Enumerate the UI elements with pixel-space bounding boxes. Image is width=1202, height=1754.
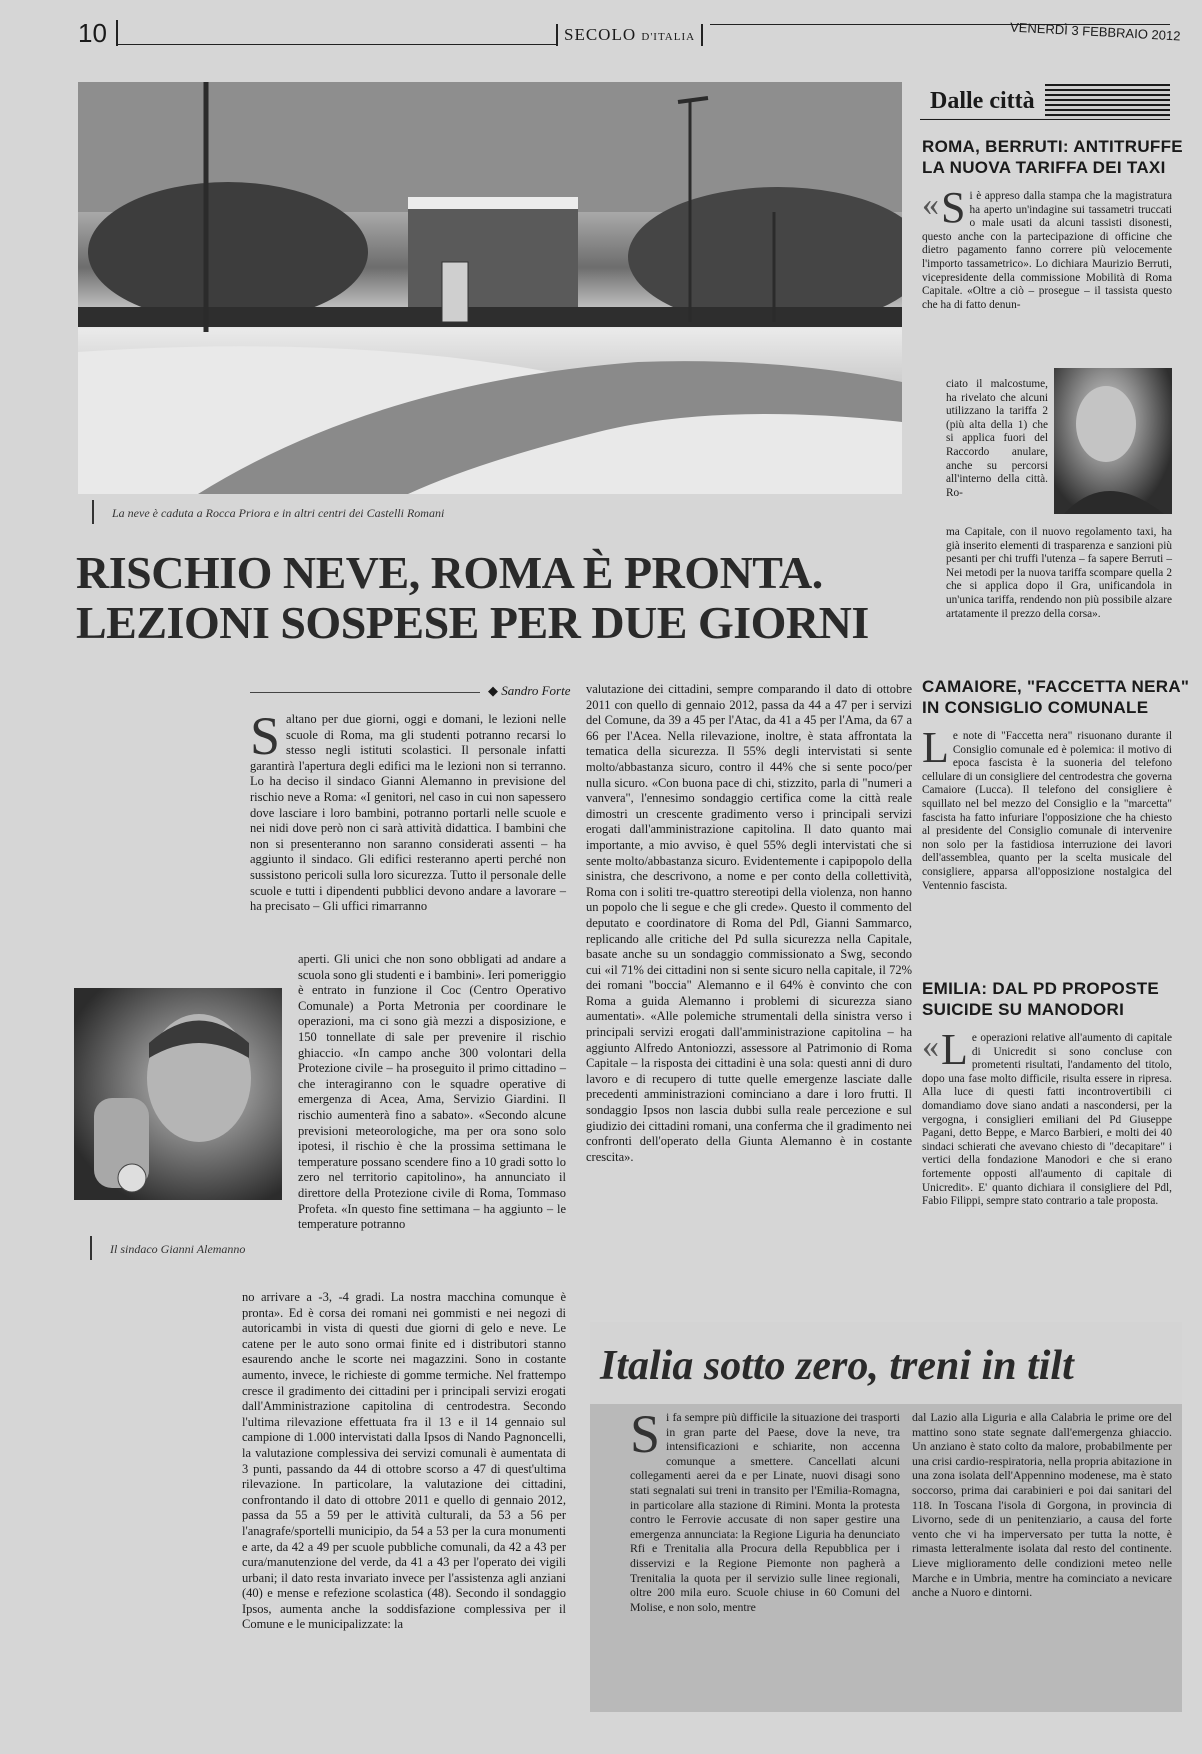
box-title: Italia sotto zero, treni in tilt xyxy=(600,1343,1074,1389)
caption-marker xyxy=(92,500,94,524)
berruti-portrait xyxy=(1054,368,1172,514)
masthead xyxy=(556,24,703,46)
snow-scene-illustration xyxy=(78,82,902,494)
sidebar-story3-text xyxy=(922,1025,1172,1209)
article-text-1: altano per due giorni, oggi e domani, le lezioni nelle scuole di Roma, ma gli studenti potranno recarsi lo stesso negli istituti scolastici. Il personale infatti garantirà l'apertura degli edifici ma le lezioni non si terranno. Lo ha deciso il sindaco Gianni Alemanno in previsione del rischio neve a Roma: «I genitori, nel caso in cui non sapessero dove lasciare i loro bambini, potranno portarli nelle scuole e nei nidi dove però non ci sarà attività didattica. I bambini che non si presenteranno non saranno considerati assenti – ha aggiunto il sindaco. Gli edifici resteranno aperti perché non sussistono pericoli sulla loro sicurezza. Tutto il personale delle scuole e tutti i dipendenti pubblici devono andare a lavorare – ha precisato – Gli uffici rimarranno xyxy=(250,712,566,914)
headline-line-2: LEZIONI SOSPESE PER DUE GIORNI xyxy=(76,597,869,648)
masthead-title: SECOLO xyxy=(564,25,637,44)
story3-text: e operazioni relative all'aumento di capitale di Unicredit si sono concluse con prometenti risultati, l'andamento del titolo, dopo una fase molto difficile, risulta essere in ripresa. Alla luce di questi fatti incontrovertibili ci domandiamo dove siano andati a nascondersi, per la vergogna, i consiglieri emiliani del Pd Giuseppe Pagani, detto Beppe, e Marco Barbieri, e molti dei 40 sindaci schierati che avevano chiesto di "decapitare" i vertici della fondazione Manodori e che si erano fortemente opposti all'aumento di capitale di Unicredit». E' quanto dichiara il consigliere del Pdl, Fabio Filippi, sempre stato contrario a tale proposta. xyxy=(922,1032,1172,1208)
issue-date: VENERDÌ 3 FEBBRAIO 2012 xyxy=(1009,19,1181,44)
page-number: 10 xyxy=(78,20,118,46)
story1-headline-line1: ROMA, BERRUTI: ANTITRUFFE xyxy=(922,137,1183,156)
story1-text-2: ciato il malcostume, ha rivelato che alcuni utilizzano la tariffa 2 (più alta della 1) che si applica fuori del Raccordo anulare, anche su percorsi all'interno della città. Ro- xyxy=(946,378,1048,499)
portrait-caption: Il sindaco Gianni Alemanno xyxy=(110,1242,246,1256)
story1-dropcap: S xyxy=(941,183,966,232)
box-text-1: i fa sempre più difficile la situazione dei trasporti in gran parte del Paese, dove la neve, tra intensificazioni e schiarite, non accenna comunque a smettere. Cancellati alcuni collegamenti aerei da e per Linate, nuovi disagi sono stati segnalati sui treni in transito per l'Emilia-Romagna, in particolare alla stazione di Rimini. Monta la protesta contro le Ferrovie accusate di non saper gestire una emergenza annunciata: la Regione Liguria ha denunciato Rfi e Trenitalia alla Procura della Repubblica per i disservizi e la Regione Piemonte non pagherà a Trenitalia la quota per il servizio sulle linee regionali, oltre 200 mila euro. Scuole chiuse in 60 Comuni del Molise, e non solo, mentre xyxy=(630,1410,900,1614)
sidebar-story3-headline xyxy=(922,978,1159,1020)
story3-quote-mark: « xyxy=(922,1028,939,1065)
sidebar-story2-text xyxy=(922,723,1172,893)
story2-text: e note di "Faccetta nera" risuonano durante il Consiglio comunale ed è polemica: il motivo di epoca fascista è la suoneria del telefono cellulare di un consigliere del centrodestra che governa Camaiore (Lucca). Il telefono del consigliere è squillato nel bel mezzo del Consiglio e la "marcetta" fascista ha fatto infuriare l'opposizione che ha chiesto al presidente del Consiglio comunale di intervenire non solo per la fastidiosa interruzione dei lavori dell'assemblea, quanto per la scelta musicale del consigliere, apparsa all'opposizione nostalgica del Ventennio fascista. xyxy=(922,730,1172,892)
article-col1-mid xyxy=(298,952,566,1233)
portrait-illustration xyxy=(74,988,282,1200)
article-col1-bottom xyxy=(242,1290,566,1633)
box-text-2: dal Lazio alla Liguria e alla Calabria le prime ore del mattino sono state segnate dall'emergenza ghiaccio. Un anziano è stato colto da malore, probabilmente per una crisi cardio-respiratoria, nella propria abitazione in una zona isolata dell'Appennino modenese, ma è stato soccorso, prima dai carabinieri e poi dai sanitari del 118. In Toscana l'isola di Gorgona, in provincia di Livorno, sede di un penitenziario, a causa del forte vento che vi ha imperversato per tutta la notte, è rimasta letteralmente isolata dal resto del continente. Lieve miglioramento delle condizioni meteo nelle Marche e in Umbria, mentre ha cominciato a nevicare anche a Nuoro e dintorni. xyxy=(912,1410,1172,1600)
alemanno-portrait xyxy=(74,988,282,1200)
story3-dropcap: L xyxy=(941,1025,968,1074)
masthead-subtitle: D'ITALIA xyxy=(641,31,696,43)
sidebar-section-banner xyxy=(920,84,1170,120)
story1-quote-mark: « xyxy=(922,186,939,223)
story1-headline-line2: LA NUOVA TARIFFA DEI TAXI xyxy=(922,158,1166,177)
sidebar-story1-headline xyxy=(922,136,1183,178)
sidebar-story1-text-top xyxy=(922,183,1172,312)
article-dropcap: S xyxy=(250,706,281,766)
box-story xyxy=(590,1322,1182,1712)
sidebar-story1-text-bottom xyxy=(946,526,1172,621)
berruti-illustration xyxy=(1054,368,1172,514)
article-col2 xyxy=(586,682,912,1165)
box-dropcap: S xyxy=(630,1404,661,1464)
story3-headline-line1: EMILIA: DAL PD PROPOSTE xyxy=(922,979,1160,998)
snow-photo xyxy=(78,82,902,494)
header-rule-left xyxy=(116,44,556,45)
sidebar-story1-text-mid xyxy=(946,378,1048,500)
byline: ◆ Sandro Forte xyxy=(488,683,571,698)
article-text-3: no arrivare a -3, -4 gradi. La nostra macchina comunque è pronta». Ed è corsa dei romani nei gommisti e nei negozi di autoricambi in vista di questi due giorni di gelo e neve. Le catene per le auto sono ormai finite ed i distributori stanno esaurendo anche le scorte nei magazzini. Sono in costante aumento, invece, le richieste di gomme termiche. Nel frattempo cresce il gradimento dei cittadini per i principali servizi erogati dall'Amministrazione capitolina di centrodestra. Secondo l'ultima rilevazione effettuata fra il 13 e il 14 gennaio sul campione di 1.000 intervistati dalla Ipsos di Nando Pagnoncelli, la valutazione complessiva dei servizi comunali è aumentata di 3 punti, passando da 44 di ottobre scorso a 47 di quest'ultima rilevazione. In particolare, la valutazione dei cittadini, confrontando il dato di ottobre 2011 e quello di gennaio 2012, passa da 55 a 59 per le attività culturali, da 53 a 56 per l'anagrafe/sportelli municipio, da 54 a 53 per la cura monumenti e arte, da 42 a 49 per scuole pubbliche comunali, da 42 a 43 per cura/manutenzione del verde, da 41 a 43 per l'operato dei vigili urbani; il dato resta invariato invece per l'assistenza agli anziani (40) e mense e refezione scolastica (48). Secondo il sondaggio Ipsos, aumenta anche la soddisfazione complessiva per il Comune e le municipalizzate: la xyxy=(242,1290,566,1632)
sidebar-section-title: Dalle città xyxy=(920,84,1045,118)
story2-headline-line1: CAMAIORE, "FACCETTA NERA" xyxy=(922,677,1190,696)
sidebar-story2-headline xyxy=(922,676,1189,718)
box-col1 xyxy=(630,1404,900,1614)
portrait-caption-marker xyxy=(90,1236,92,1260)
article-headline xyxy=(76,548,916,648)
story1-text-1: i è appreso dalla stampa che la magistratura ha aperto un'indagine sui tassametri truccati o male usati da alcuni tassisti disonesti, questo anche con la partecipazione di officine che dietro pagamento fanno correre più velocemente l'importo tassametrico». Lo dichiara Maurizio Berruti, vicepresidente della commissione Mobilità di Roma Capitale. «Oltre a ciò – prosegue – il tassista questo che ha di fatto denun- xyxy=(922,190,1172,311)
article-text-2: aperti. Gli unici che non sono obbligati ad andare a scuola sono gli studenti e i bambini». Ieri pomeriggio è entrato in funzione il Coc (Centro Operativo Comunale) a Porta Metronia per coordinare le operazioni, ma ci sono già mezzi a disposizione, e 150 tonnellate di sale per prevenire il rischio ghiaccio. «In campo anche 300 volontari della Protezione civile – ha proseguito il primo cittadino – che interagiranno con le squadre operative di emergenza di Acea, Ama, Servizio Giardini. Il rischio aumenterà fino a sabato». «Secondo alcune previsioni meteorologiche, ma per ora sono solo ipotesi, il rischio è che la prossima settimana le temperature possano scendere fino a 10 gradi sotto lo zero nel territorio capitolino», ha annunciato il direttore della Protezione civile di Roma, Tommaso Profeta. «In questo fine settimana – ha aggiunto – le temperature potranno xyxy=(298,952,566,1232)
article-col1-top xyxy=(250,706,566,915)
photo-caption: La neve è caduta a Rocca Priora e in altri centri dei Castelli Romani xyxy=(112,506,445,520)
article-text-4: valutazione dei cittadini, sempre comparando il dato di ottobre 2011 con quello di gennaio 2012, passa da 44 a 47 per i servizi del Comune, da 39 a 45 per l'Atac, da 41 a 45 per l'Ama, da 67 a 66 per l'Acea. Nella rilevazione, inoltre, è stata affrontata la tematica della sicurezza. Il 55% degli intervistati si sente molto/abbastanza sicuro, contro il 44% che si sente poco/per nulla sicuro. «Con buona pace di chi, stizzito, parla di "numeri a vanvera", l'ennesimo sondaggio certifica come la città reale dimostri un crescente gradimento verso i principali servizi erogati dall'amministrazione capitolina. Il dato quanto mai importante, a mio avviso, è quel 55% degli intervistati che si sente molto/abbastanza sicuro. Evidentemente i capipopolo della sinistra, che descrivono, a nome e per conto della collettività, Roma con i soliti tre-quattro stereotipi della violenza, non hanno un popolo che li segue e che gli crede». Questo il commento del deputato e coordinatore di Roma del Pdl, Gianni Sammarco, replicando alle critiche del Pd sulla sicurezza nella Capitale, basate anche su un sondaggio commissionato a Swg, secondo cui «il 71% dei cittadini non si sente sicuro nella capitale, il 72% dei romani "boccia" Alemanno e il 64% è convinto che con Roma a guida Alemanno i problemi di sicurezza siano aumentati». «Alle polemiche strumentali della sinistra verso i principali servizi erogati dall'amministrazione capitolina – ha aggiunto Alfredo Antoniozzi, assessore al Patrimonio di Roma Capitale – la risposta dei cittadini è una sola: questi anni di duro lavoro e di recupero di tutte quelle emergenze lasciate dalle precedenti amministrazioni cominciano a dare i loro frutti. Il sondaggio Ipsos non lascia dubbi sulla reale percezione e sul giudizio dei cittadini romani, una conferma che il gradimento nei confronti dell'operato della Giunta Alemanno è in costante crescita». xyxy=(586,682,912,1164)
author-name: Sandro Forte xyxy=(501,683,571,698)
story2-dropcap: L xyxy=(922,723,949,772)
headline-line-1: RISCHIO NEVE, ROMA È PRONTA. xyxy=(76,547,823,598)
byline-rule xyxy=(250,692,480,693)
story1-text-3: ma Capitale, con il nuovo regolamento taxi, ha già inserito elementi di trasparenza e sanzioni più pesanti per chi truffi l'utenza – fa sapere Berruti – Nei metodi per la nuova tariffa scompare quella 2 che si applica dopo il Gra, unificandola in un'unica tariffa, rendendo non più possibile alzare artatamente il prezzo della corsa». xyxy=(946,526,1172,620)
story2-headline-line2: IN CONSIGLIO COMUNALE xyxy=(922,698,1149,717)
story3-headline-line2: SUICIDE SU MANODORI xyxy=(922,1000,1125,1019)
box-col2 xyxy=(912,1410,1172,1600)
